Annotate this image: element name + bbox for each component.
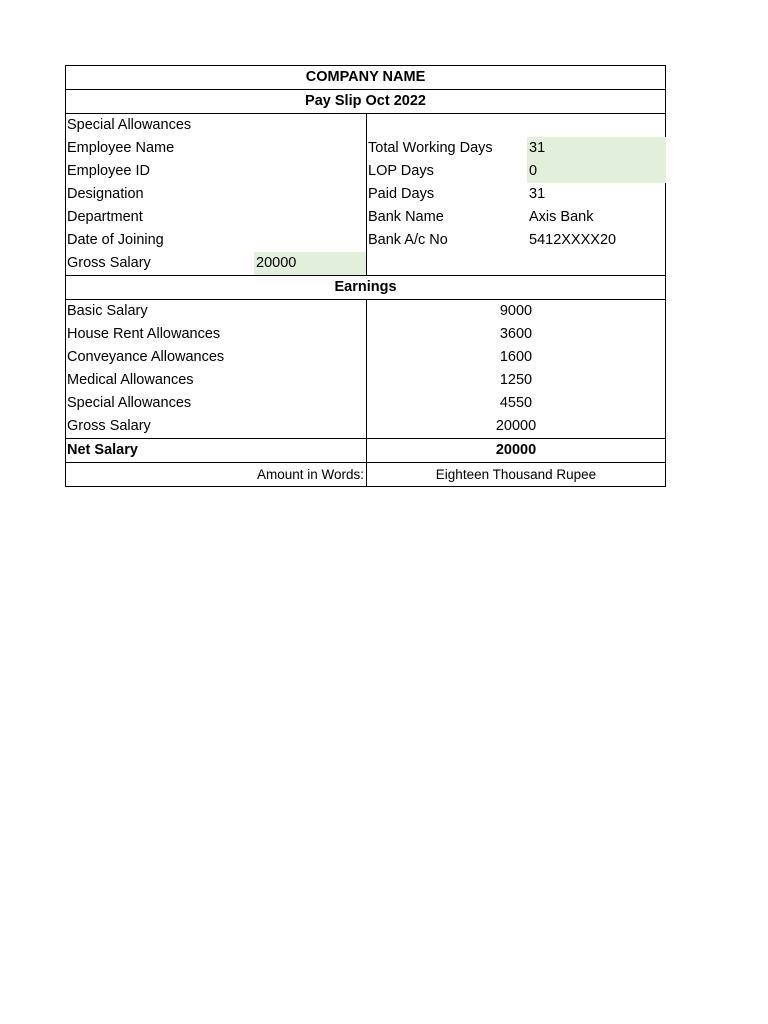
- gross-salary-label: Gross Salary: [67, 255, 151, 271]
- net-salary-label: Net Salary: [67, 442, 138, 458]
- gross-salary-value: 20000: [254, 252, 366, 275]
- earning-value: 9000: [499, 303, 533, 319]
- earning-label: Medical Allowances: [67, 372, 194, 388]
- info-label: [367, 114, 527, 137]
- employee-name-label: Employee Name: [67, 140, 175, 156]
- earning-label: Special Allowances: [67, 395, 192, 411]
- earnings-row: [66, 369, 665, 392]
- info-row: [66, 229, 665, 252]
- table-bottom-border: [65, 486, 666, 487]
- paid-days-label: Paid Days: [368, 186, 435, 202]
- bank-account-label: Bank A/c No: [368, 232, 448, 248]
- earnings-block: [65, 300, 666, 438]
- info-row: [66, 183, 665, 206]
- info-value: [254, 114, 366, 137]
- earning-value: 20000: [495, 418, 537, 434]
- payslip-table: [65, 65, 666, 487]
- earning-value: 3600: [499, 326, 533, 342]
- total-working-days-label: Total Working Days: [368, 140, 493, 156]
- designation-value: [254, 183, 366, 206]
- department-label: Department: [67, 209, 143, 225]
- total-working-days-value: 31: [527, 137, 666, 160]
- earnings-row: [66, 415, 665, 438]
- earning-label: House Rent Allowances: [67, 326, 221, 342]
- earning-value: 1600: [499, 349, 533, 365]
- info-row: [66, 160, 665, 183]
- amount-in-words-value: Eighteen Thousand Rupee: [435, 467, 597, 482]
- info-row: [66, 252, 665, 275]
- department-value: [254, 206, 366, 229]
- date-of-joining-value: [254, 229, 366, 252]
- earnings-row: [66, 323, 665, 346]
- bank-name-label: Bank Name: [368, 209, 444, 225]
- earnings-row: [66, 346, 665, 369]
- earnings-header-row: [65, 276, 666, 299]
- net-salary-value: 20000: [495, 442, 537, 458]
- info-label: [367, 252, 527, 275]
- info-value: [527, 114, 666, 137]
- info-label: Special Allowances: [67, 117, 192, 133]
- employee-name-value: [254, 137, 366, 160]
- earning-label: Basic Salary: [67, 303, 148, 319]
- earnings-row: [66, 392, 665, 415]
- date-of-joining-label: Date of Joining: [67, 232, 164, 248]
- employee-info-block: [65, 114, 666, 275]
- earning-label: Conveyance Allowances: [67, 349, 225, 365]
- net-salary-row: [65, 439, 666, 462]
- bank-account-value: 5412XXXX20: [529, 232, 617, 248]
- lop-days-label: LOP Days: [368, 163, 434, 179]
- earnings-row: [66, 300, 665, 323]
- lop-days-value: 0: [527, 160, 666, 183]
- amount-in-words-label: Amount in Words:: [256, 467, 364, 482]
- payslip-title-row: [65, 90, 666, 113]
- earning-value: 4550: [499, 395, 533, 411]
- employee-id-label: Employee ID: [67, 163, 151, 179]
- info-row: [66, 137, 665, 160]
- designation-label: Designation: [67, 186, 144, 202]
- earning-value: 1250: [499, 372, 533, 388]
- info-value: [527, 252, 666, 275]
- payslip-title: Pay Slip Oct 2022: [305, 93, 426, 109]
- bank-name-value: Axis Bank: [529, 209, 594, 225]
- amount-in-words-row: [65, 463, 666, 486]
- company-name: COMPANY NAME: [305, 69, 426, 85]
- paid-days-value: 31: [529, 186, 546, 202]
- info-row: [66, 206, 665, 229]
- employee-id-value: [254, 160, 366, 183]
- info-row: [66, 114, 665, 137]
- earnings-title: Earnings: [334, 279, 397, 295]
- earning-label: Gross Salary: [67, 418, 151, 434]
- company-name-row: [65, 66, 666, 89]
